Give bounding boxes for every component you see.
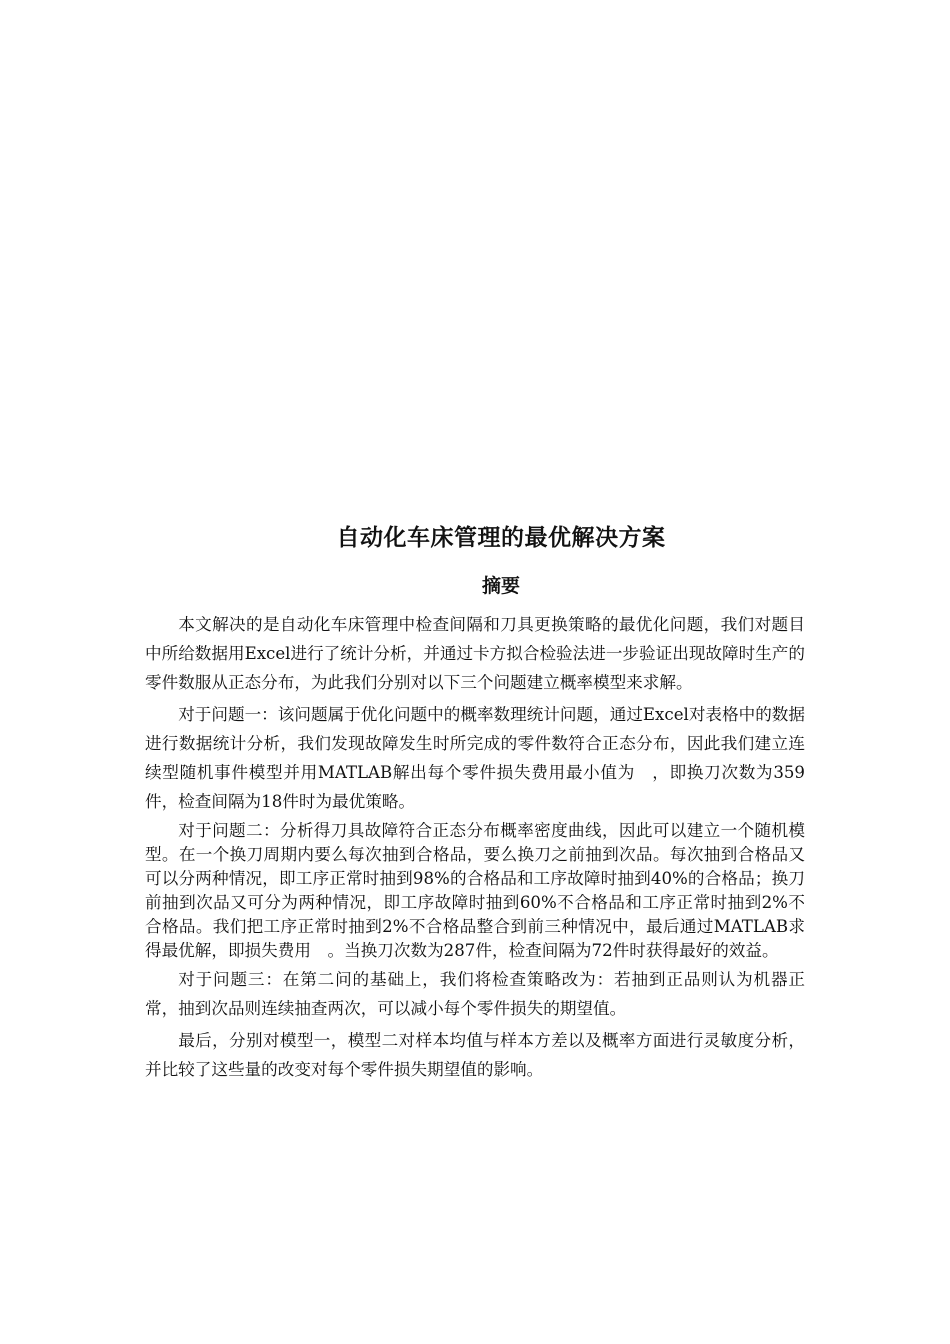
abstract-heading: 摘要 — [481, 575, 520, 597]
abstract-paragraph-problem-one: 对于问题一：该问题属于优化问题中的概率数理统计问题，通过Excel对表格中的数据进行数据统计分析，我们发现故障发生时所完成的零件数符合正态分布，因此我们建立连续型随机事件模型并用MATLAB解出每个零件损失费用最小值为 ，即换刀次数为359件，检查间隔为18件时为最优策略。 — [145, 705, 805, 811]
document-title: 自动化车床管理的最优解决方案 — [336, 525, 666, 551]
abstract-paragraph-intro: 本文解决的是自动化车床管理中检查间隔和刀具更换策略的最优化问题，我们对题目中所给数据用Excel进行了统计分析，并通过卡方拟合检验法进一步验证出现故障时生产的零件数服从正态分布，为此我们分别对以下三个问题建立概率模型来求解。 — [145, 615, 805, 692]
abstract-paragraph-conclusion: 最后，分别对模型一，模型二对样本均值与样本方差以及概率方面进行灵敏度分析，并比较了这些量的改变对每个零件损失期望值的影响。 — [145, 1031, 805, 1079]
abstract-paragraph-problem-two: 对于问题二：分析得刀具故障符合正态分布概率密度曲线，因此可以建立一个随机模型。在一个换刀周期内要么每次抽到合格品，要么换刀之前抽到次品。每次抽到合格品又可以分两种情况，即工序正常时抽到98%的合格品和工序故障时抽到40%的合格品；换刀前抽到次品又可分为两种情况，即工序故障时抽到60%不合格品和工序正常时抽到2%不合格品。我们把工序正常时抽到2%不合格品整合到前三种情况中，最后通过MATLAB求得最优解，即损失费用 。当换刀次数为287件，检查间隔为72件时获得最好的效益。 — [145, 821, 805, 960]
abstract-paragraph-problem-three: 对于问题三：在第二问的基础上，我们将检查策略改为：若抽到正品则认为机器正常，抽到次品则连续抽查两次，可以减小每个零件损失的期望值。 — [145, 970, 805, 1018]
abstract-body — [145, 610, 805, 1087]
